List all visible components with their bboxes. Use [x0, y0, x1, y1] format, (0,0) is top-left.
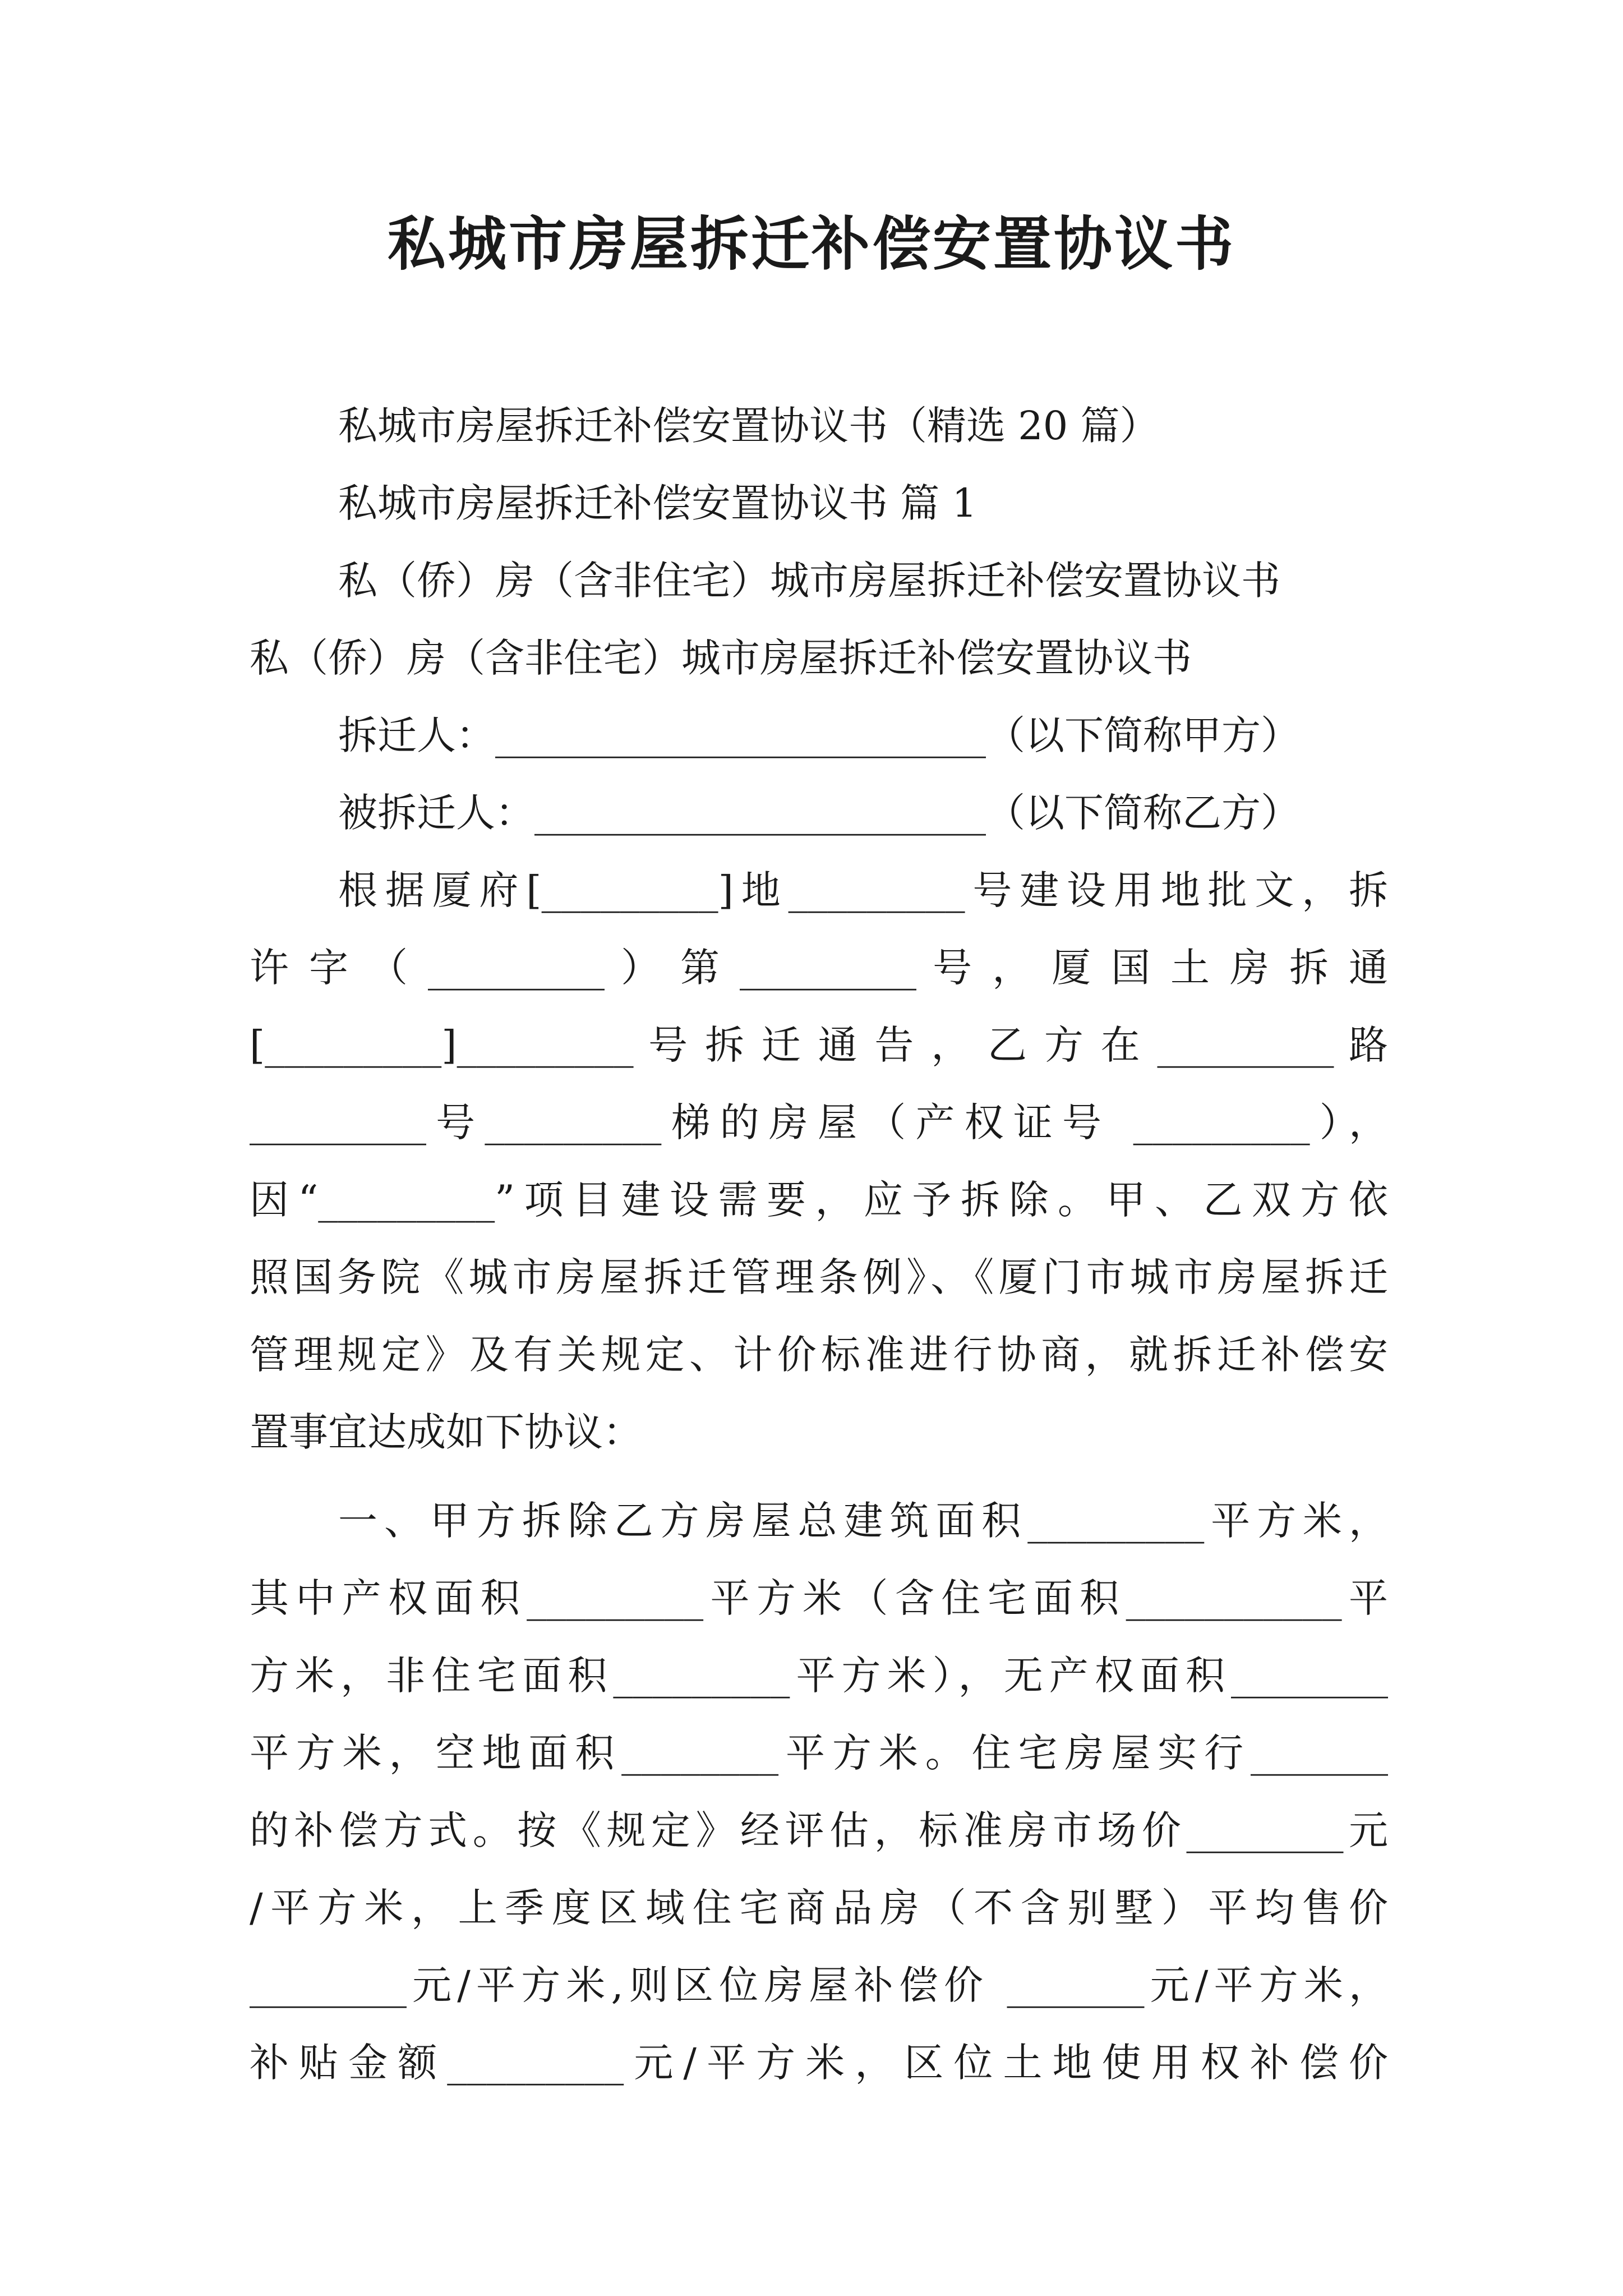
paragraph-line: /平方米，上季度区域住宅商品房（不含别墅）平均售价: [250, 1885, 1388, 1931]
paragraph-line: 管理规定》及有关规定、计价标准进行协商，就拆迁补偿安: [250, 1332, 1388, 1378]
paragraph-line: 因“_________”项目建设需要，应予拆除。甲、乙双方依: [250, 1177, 1388, 1223]
paragraph-line: ________元/平方米,则区位房屋补偿价 _______元/平方米，: [250, 1962, 1388, 2008]
paragraph-line: 照国务院《城市房屋拆迁管理条例》、《厦门市城市房屋拆迁: [250, 1254, 1388, 1300]
paragraph-line: 方米，非住宅面积_________平方米），无产权面积________: [250, 1653, 1388, 1699]
paragraph-line: 的补偿方式。按《规定》经评估，标准房市场价________元: [250, 1807, 1388, 1853]
paragraph-line: 私城市房屋拆迁补偿安置协议书 篇 1: [338, 480, 978, 526]
paragraph-line: 被拆迁人：_______________________（以下简称乙方）: [338, 790, 1300, 836]
document-title: 私城市房屋拆迁补偿安置协议书: [387, 209, 1235, 278]
paragraph-line: 拆迁人：_________________________（以下简称甲方）: [338, 712, 1300, 758]
paragraph-line: 许 字 （ _________ ） 第 _________ 号 ， 厦 国 土 房 拆 通: [250, 945, 1388, 991]
paragraph-line: 一、甲方拆除乙方房屋总建筑面积_________平方米，: [338, 1498, 1388, 1544]
document-body: [250, 387, 1388, 2101]
paragraph-line: 私（侨）房（含非住宅）城市房屋拆迁补偿安置协议书: [338, 558, 1280, 604]
paragraph-line: 私（侨）房（含非住宅）城市房屋拆迁补偿安置协议书: [250, 635, 1192, 681]
paragraph-line: [_________]_________ 号 拆 迁 通 告 ， 乙 方 在 _________ 路: [250, 1022, 1388, 1068]
paragraph-line: 其中产权面积_________平方米（含住宅面积___________平: [250, 1575, 1388, 1621]
paragraph-line: 根据厦府[_________]地_________号建设用地批文，拆: [338, 867, 1388, 913]
paragraph-line: 私城市房屋拆迁补偿安置协议书（精选 20 篇）: [338, 403, 1159, 449]
paragraph-line: 补贴金额_________元/平方米，区位土地使用权补偿价: [250, 2040, 1388, 2086]
paragraph-line: 平方米，空地面积________平方米。住宅房屋实行_______: [250, 1730, 1388, 1776]
paragraph-line: 置事宜达成如下协议：: [250, 1409, 642, 1455]
paragraph-line: _________号_________梯的房屋（产权证号 _________），: [250, 1099, 1388, 1145]
